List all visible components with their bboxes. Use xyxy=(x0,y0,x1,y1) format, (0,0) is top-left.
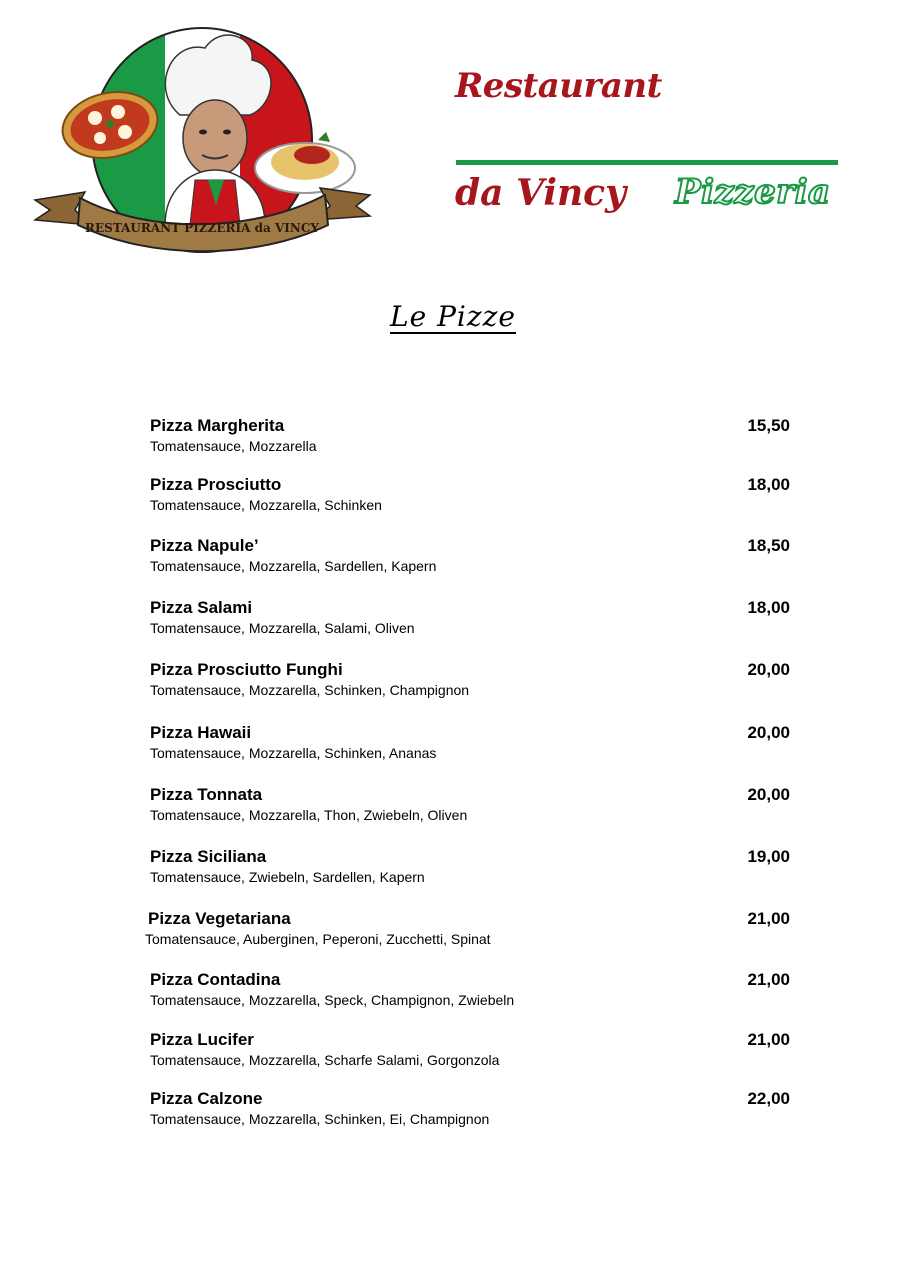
item-price: 18,00 xyxy=(747,475,790,494)
item-name: Pizza Hawaii xyxy=(150,723,252,742)
item-name: Pizza Prosciutto xyxy=(150,475,282,494)
item-description: Tomatensauce, Mozzarella, Speck, Champignon, Zwiebeln xyxy=(150,992,515,1008)
item-description: Tomatensauce, Mozzarella, Salami, Oliven xyxy=(150,620,415,636)
restaurant-logo xyxy=(30,20,375,265)
item-price: 20,00 xyxy=(747,723,790,742)
menu-item xyxy=(145,909,800,948)
menu-item xyxy=(150,723,800,762)
item-description: Tomatensauce, Mozzarella xyxy=(150,438,317,454)
brand-pizzeria: Pizzeria xyxy=(675,172,831,212)
section-title-text: Le Pizze xyxy=(390,300,516,333)
item-description: Tomatensauce, Mozzarella, Scharfe Salami, Gorgonzola xyxy=(150,1052,500,1068)
section-title xyxy=(0,300,906,333)
brand-divider xyxy=(456,160,838,165)
logo-banner-text: RESTAURANT PIZZERIA da VINCY xyxy=(85,221,319,235)
item-name: Pizza Salami xyxy=(150,598,253,617)
item-name: Pizza Prosciutto Funghi xyxy=(150,660,343,679)
item-description: Tomatensauce, Mozzarella, Thon, Zwiebeln, Oliven xyxy=(150,807,468,823)
menu-item xyxy=(150,1089,800,1128)
menu-item xyxy=(150,660,800,699)
brand-name: da Vincy xyxy=(455,172,627,214)
menu-item xyxy=(150,416,800,455)
brand-restaurant: Restaurant xyxy=(455,66,662,106)
item-name: Pizza Margherita xyxy=(150,416,285,435)
menu-item xyxy=(150,785,800,824)
item-name: Pizza Contadina xyxy=(150,970,281,989)
menu-item xyxy=(150,1030,800,1069)
menu-item xyxy=(150,536,800,575)
item-price: 20,00 xyxy=(747,785,790,804)
item-description: Tomatensauce, Mozzarella, Sardellen, Kapern xyxy=(150,558,437,574)
menu-item xyxy=(150,847,800,886)
item-price: 20,00 xyxy=(747,660,790,679)
item-name: Pizza Lucifer xyxy=(150,1030,254,1049)
item-description: Tomatensauce, Mozzarella, Schinken xyxy=(150,497,382,513)
item-price: 21,00 xyxy=(747,909,790,928)
item-price: 18,00 xyxy=(747,598,790,617)
menu-item xyxy=(150,598,800,637)
menu-item xyxy=(150,970,800,1009)
item-price: 19,00 xyxy=(747,847,790,866)
item-name: Pizza Napule’ xyxy=(150,536,259,555)
item-price: 21,00 xyxy=(747,1030,790,1049)
item-name: Pizza Calzone xyxy=(150,1089,263,1108)
item-description: Tomatensauce, Auberginen, Peperoni, Zucchetti, Spinat xyxy=(145,931,491,947)
item-name: Pizza Tonnata xyxy=(150,785,263,804)
item-price: 21,00 xyxy=(747,970,790,989)
item-price: 15,50 xyxy=(747,416,790,435)
item-price: 22,00 xyxy=(747,1089,790,1108)
item-name: Pizza Siciliana xyxy=(150,847,267,866)
item-description: Tomatensauce, Zwiebeln, Sardellen, Kapern xyxy=(150,869,425,885)
item-description: Tomatensauce, Mozzarella, Schinken, Champignon xyxy=(150,682,470,698)
item-description: Tomatensauce, Mozzarella, Schinken, Ananas xyxy=(150,745,437,761)
item-description: Tomatensauce, Mozzarella, Schinken, Ei, Champignon xyxy=(150,1111,490,1127)
item-name: Pizza Vegetariana xyxy=(148,909,291,928)
item-price: 18,50 xyxy=(747,536,790,555)
menu-item xyxy=(150,475,800,514)
